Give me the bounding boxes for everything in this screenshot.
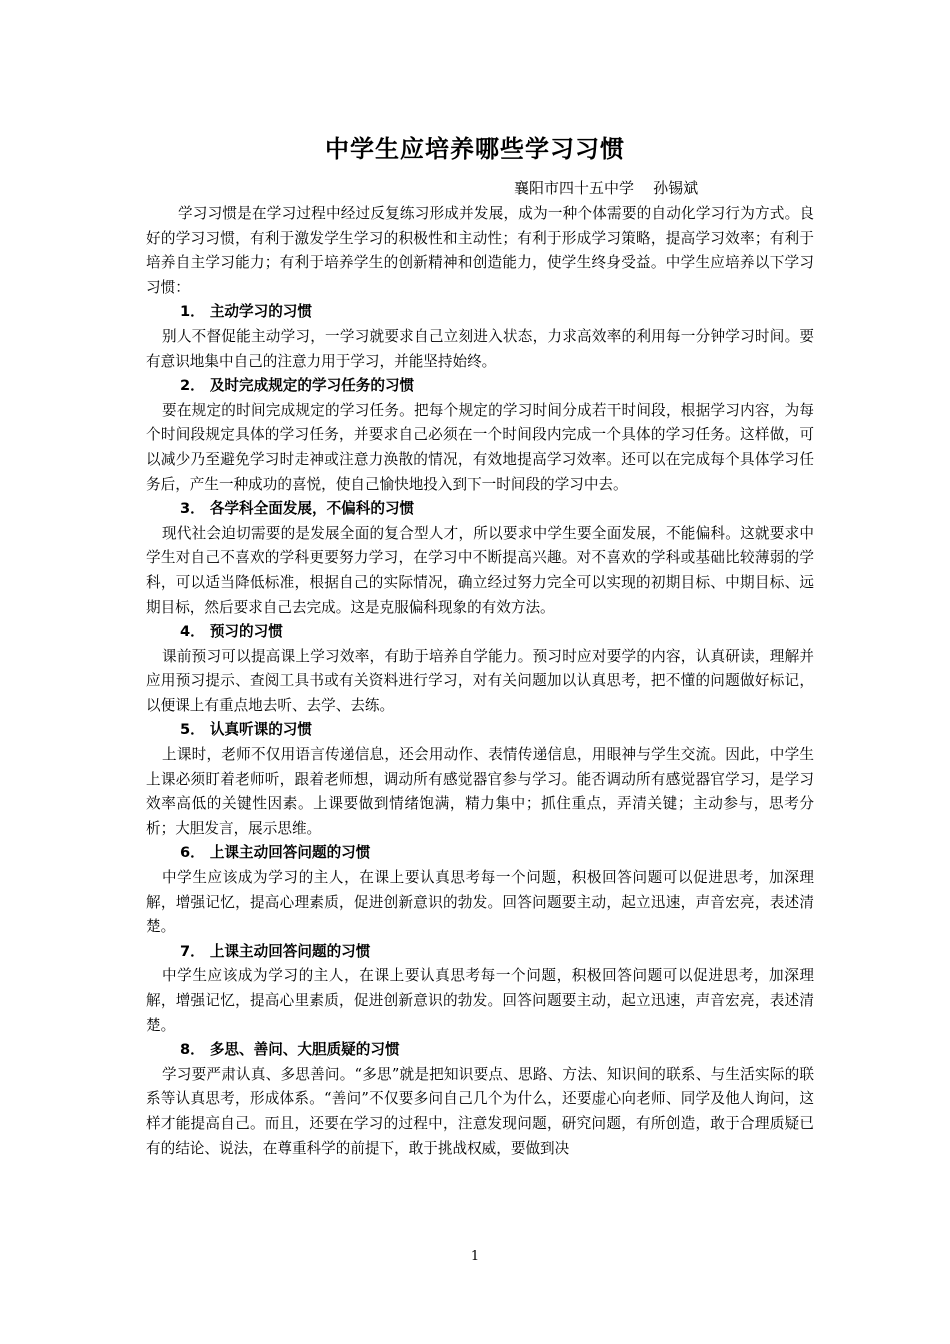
section-text-4: 课前预习可以提高课上学习效率，有助于培养自学能力。预习时应对要学的内容，认真研读，理解并应用预习提示、查阅工具书或有关资料进行学习，对有关问题加以认真思考，把不懂的问题做好标记，以便课上有重点地去听、去学、去练。 xyxy=(146,647,814,714)
section-text-8: 学习要严肃认真、多思善问。“多思”就是把知识要点、思路、方法、知识间的联系、与生活实际的联系等认真思考，形成体系。“善问”不仅要多问自己几个为什么，还要虚心向老师、同学及他人询问，这样才能提高自己。而且，还要在学习的过程中，注意发现问题，研究问题，有所创造，敢于合理质疑已有的结论、说法，在尊重科学的前提下，敢于挑战权威，要做到决 xyxy=(146,1065,814,1157)
section-heading-1: 1． 主动学习的习惯 xyxy=(180,303,312,321)
section-heading-7: 7． 上课主动回答问题的习惯 xyxy=(180,942,371,960)
page-number: 1 xyxy=(470,1249,480,1264)
section-text-6: 中学生应该成为学习的主人，在课上要认真思考每一个问题，积极回答问题可以促进思考，加深理解，增强记忆，提高心理素质，促进创新意识的勃发。回答问题要主动，起立迅速，声音宏亮，表述清楚。 xyxy=(146,869,814,936)
document-body xyxy=(146,202,814,1161)
section-text-7: 中学生应该成为学习的主人，在课上要认真思考每一个问题，积极回答问题可以促进思考，加深理解，增强记忆，提高心里素质，促进创新意识的勃发。回答问题要主动，起立迅速，声音宏亮，表述清楚。 xyxy=(146,967,814,1034)
section-heading-8: 8． 多思、善问、大胆质疑的习惯 xyxy=(180,1041,400,1059)
intro-paragraph: 学习习惯是在学习过程中经过反复练习形成并发展，成为一种个体需要的自动化学习行为方式。良好的学习习惯，有利于激发学生学习的积极性和主动性；有利于形成学习策略，提高学习效率；有利于培养自主学习能力；有利于培养学生的创新精神和创造能力，使学生终身受益。中学生应培养以下学习习惯： xyxy=(146,205,814,296)
section-heading-5: 5． 认真听课的习惯 xyxy=(180,721,312,739)
document-title: 中学生应培养哪些学习习惯 xyxy=(325,135,625,163)
section-heading-6: 6． 上课主动回答问题的习惯 xyxy=(180,844,371,862)
section-text-1: 别人不督促能主动学习，一学习就要求自己立刻进入状态，力求高效率的利用每一分钟学习时间。要有意识地集中自己的注意力用于学习，并能坚持始终。 xyxy=(146,327,814,370)
section-text-2: 要在规定的时间完成规定的学习任务。把每个规定的学习时间分成若干时间段，根据学习内容，为每个时间段规定具体的学习任务，并要求自己必须在一个时间段内完成一个具体的学习任务。这样做，可以减少乃至避免学习时走神或注意力涣散的情况，有效地提高学习效率。还可以在完成每个具体学习任务后，产生一种成功的喜悦，使自己愉快地投入到下一时间段的学习中去。 xyxy=(146,401,814,493)
section-text-3: 现代社会迫切需要的是发展全面的复合型人才，所以要求中学生要全面发展，不能偏科。这就要求中学生对自己不喜欢的学科更要努力学习，在学习中不断提高兴趣。对不喜欢的学科或基础比较薄弱的学科，可以适当降低标准，根据自己的实际情况，确立经过努力完全可以实现的初期目标、中期目标、远期目标，然后要求自己去完成。这是克服偏科现象的有效方法。 xyxy=(146,524,814,616)
author-line: 襄阳市四十五中学 孙锡斌 xyxy=(514,179,699,197)
section-text-5: 上课时，老师不仅用语言传递信息，还会用动作、表情传递信息，用眼神与学生交流。因此，中学生上课必须盯着老师听，跟着老师想，调动所有感觉器官参与学习。能否调动所有感觉器官学习，是学习效率高低的关键性因素。上课要做到情绪饱满，精力集中；抓住重点，弄清关键；主动参与，思考分析；大胆发言，展示思维。 xyxy=(146,746,814,837)
section-heading-4: 4． 预习的习惯 xyxy=(180,623,283,641)
section-heading-2: 2． 及时完成规定的学习任务的习惯 xyxy=(180,377,415,395)
section-heading-3: 3． 各学科全面发展，不偏科的习惯 xyxy=(180,500,415,518)
